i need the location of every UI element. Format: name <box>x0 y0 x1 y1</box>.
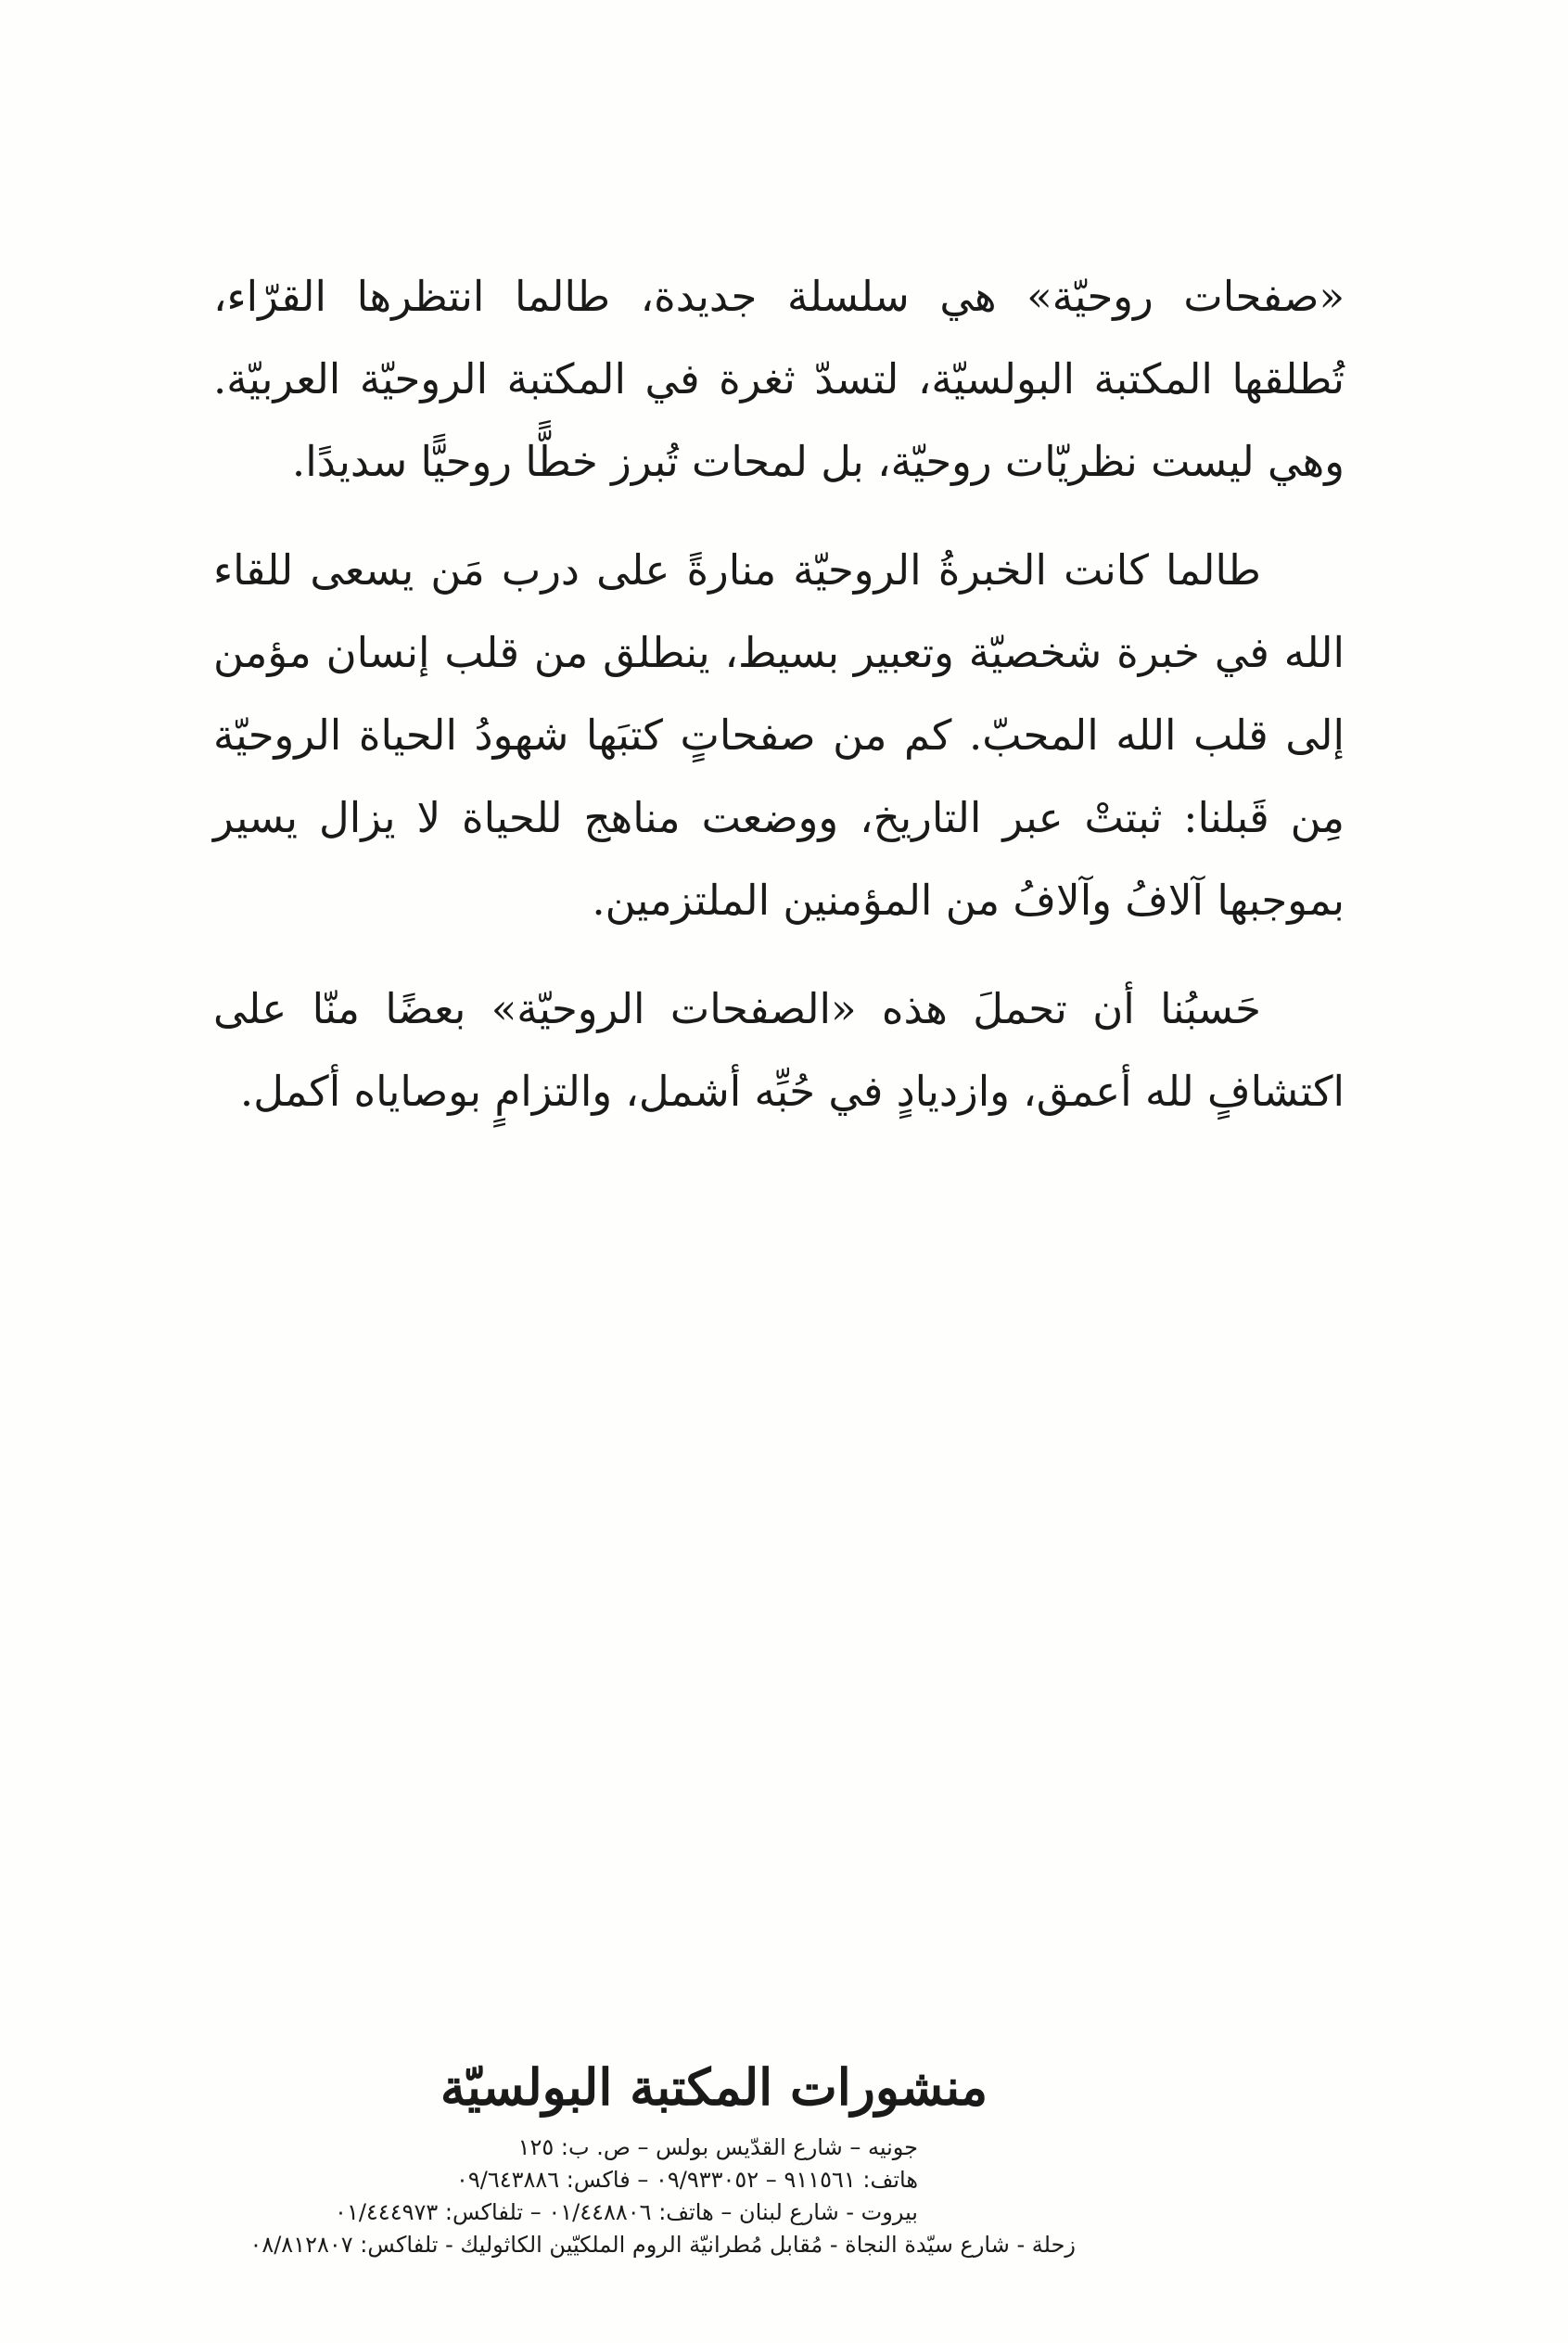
imprint-address-jounieh: جونيه – شارع القدّيس بولس – ص. ب: ١٢٥ <box>517 2134 918 2160</box>
main-text <box>213 255 1345 1159</box>
publisher-imprint <box>249 2050 1076 2261</box>
imprint-zahle: زحلة - شارع سيّدة النجاة - مُقابل مُطرانيّة الروم الملكيّين الكاثوليك - تلفاكس: ٠٨/٨١٢٨٠٧ <box>249 2232 1076 2258</box>
imprint-beirut: بيروت - شارع لبنان – هاتف: ٠١/٤٤٨٨٠٦ – تلفاكس: ٠١/٤٤٤٩٧٣ <box>335 2199 918 2225</box>
publisher-logo: منشورات المكتبة البولسيّة <box>440 2057 988 2117</box>
paragraph-series-intro: «صفحات روحيّة» هي سلسلة جديدة، طالما انتظرها القرّاء، تُطلقها المكتبة البولسيّة، لتسدّ ثغرة في المكتبة الروحيّة العربيّة. وهي ليست نظريّات روحيّة، بل لمحات تُبرز خطًّا روحيًّا سديدًا. <box>213 272 1345 486</box>
paragraph-closing-hope: حَسبُنا أن تحملَ هذه «الصفحات الروحيّة» بعضًا منّا على اكتشافٍ لله أعمق، وازديادٍ في حُبِّه أشمل، والتزامٍ بوصاياه أكمل. <box>213 984 1345 1116</box>
paragraph-spiritual-experience: طالما كانت الخبرةُ الروحيّة منارةً على درب مَن يسعى للقاء الله في خبرة شخصيّة وتعبير بسيط، ينطلق من قلب إنسان مؤمن إلى قلب الله المحبّ. كم من صفحاتٍ كتبَها شهودُ الحياة الروحيّة مِن قَبلنا: ثبتتْ عبر التاريخ، ووضعت مناهج للحياة لا يزال يسير بموجبها آلافُ وآلافُ من المؤمنين الملتزمين. <box>213 545 1345 925</box>
imprint-phone-jounieh: هاتف: ٩١١٥٦١ – ٠٩/٩٣٣٠٥٢ – فاكس: ٠٩/٦٤٣٨٨٦ <box>455 2167 918 2193</box>
